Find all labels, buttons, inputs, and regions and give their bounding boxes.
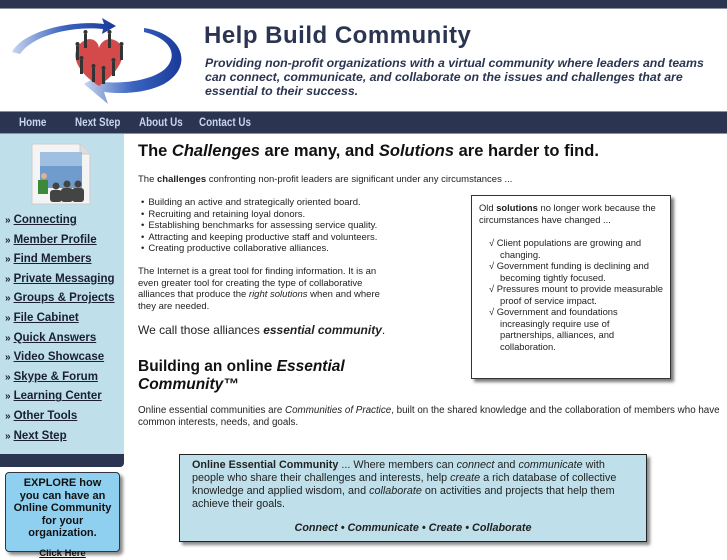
explore-text: EXPLORE how: [6, 477, 119, 490]
section-heading: Building an online Essential Community™: [138, 358, 398, 394]
sidebar-link[interactable]: Member Profile: [14, 234, 97, 246]
list-item: • Attracting and keeping productive staff and volunteers.: [141, 232, 377, 244]
sidebar-item-other-tools[interactable]: [5, 410, 115, 430]
online-essential-community-callout: [179, 454, 647, 542]
bullet-icon: »: [5, 391, 11, 402]
list-item: √ Pressures mount to provide measurable proof of service impact.: [483, 283, 663, 306]
sidebar-item-video-showcase[interactable]: [5, 351, 115, 371]
nav-about-us[interactable]: About Us: [139, 115, 183, 129]
check-icon: √: [489, 306, 494, 317]
bullet-icon: »: [5, 352, 11, 363]
sidebar-footer-bar: [0, 454, 124, 467]
sidebar-link[interactable]: Skype & Forum: [14, 371, 98, 383]
sidebar: [0, 134, 124, 454]
bullet-icon: »: [5, 215, 11, 226]
explore-text: for your organization.: [6, 515, 119, 540]
bullet-icon: »: [5, 372, 11, 383]
sidebar-link[interactable]: Private Messaging: [14, 273, 115, 285]
site-title: Help Build Community: [204, 22, 471, 50]
sidebar-item-learning-center[interactable]: [5, 390, 115, 410]
sidebar-item-skype-forum[interactable]: [5, 371, 115, 391]
list-item: • Establishing benchmarks for assessing service quality.: [141, 220, 377, 232]
solutions-list: [479, 237, 663, 352]
sidebar-link[interactable]: Next Step: [14, 430, 67, 442]
nav-contact-us[interactable]: Contact Us: [199, 115, 251, 129]
explore-text: Online Community: [6, 502, 119, 515]
sidebar-item-connecting[interactable]: [5, 214, 115, 234]
main-nav: [0, 111, 727, 134]
sidebar-item-member-profile[interactable]: [5, 234, 115, 254]
sidebar-links: [5, 214, 115, 449]
presentation-document-icon: [30, 142, 92, 206]
sidebar-link[interactable]: Connecting: [14, 214, 77, 226]
internet-paragraph: The Internet is a great tool for finding information. It is an even greater tool for creating the type of collaborative alliances that produce the right solutions when and where they are needed.: [138, 266, 388, 313]
essential-community-statement: We call those alliances essential community.: [138, 323, 385, 337]
sidebar-item-groups-projects[interactable]: [5, 292, 115, 312]
top-bar: [0, 0, 727, 9]
bullet-icon: »: [5, 313, 11, 324]
list-item: • Recruiting and retaining loyal donors.: [141, 209, 377, 221]
bullet-icon: »: [5, 411, 11, 422]
sidebar-link[interactable]: Learning Center: [14, 390, 102, 402]
header: [0, 10, 727, 110]
list-item: √ Government funding is declining and becoming tightly focused.: [483, 260, 663, 283]
challenges-list: [141, 197, 377, 255]
bullet-icon: »: [5, 274, 11, 285]
bullet-icon: »: [5, 431, 11, 442]
check-icon: √: [489, 260, 494, 271]
nav-home[interactable]: Home: [19, 115, 46, 129]
solutions-intro: Old solutions no longer work because the circumstances have changed ...: [479, 202, 663, 225]
explore-callout[interactable]: [5, 472, 120, 552]
nav-next-step[interactable]: Next Step: [75, 115, 120, 129]
sidebar-link[interactable]: Groups & Projects: [14, 292, 115, 304]
sidebar-item-file-cabinet[interactable]: [5, 312, 115, 332]
motto: Connect • Communicate • Create • Collaborate: [192, 522, 634, 535]
sidebar-item-quick-answers[interactable]: [5, 332, 115, 352]
page-heading: The Challenges are many, and Solutions are harder to find.: [138, 142, 599, 161]
list-item: • Creating productive collaborative alliances.: [141, 243, 377, 255]
bullet-icon: »: [5, 333, 11, 344]
bullet-icon: »: [5, 254, 11, 265]
circular-arrow-heart-people-icon: [4, 12, 194, 108]
sidebar-item-private-messaging[interactable]: [5, 273, 115, 293]
solutions-callout: [471, 195, 671, 379]
bullet-icon: »: [5, 293, 11, 304]
list-item: √ Client populations are growing and changing.: [483, 237, 663, 260]
click-here-link[interactable]: Click Here: [39, 548, 85, 560]
bullet-icon: »: [5, 235, 11, 246]
intro-text: The challenges confronting non-profit leaders are significant under any circumstances ...: [138, 174, 512, 185]
tagline: Providing non-profit organizations with a virtual community where leaders and teams can connect, communicate, and collaborate on the issues and challenges that are essential to their success.: [205, 56, 715, 98]
list-item: • Building an active and strategically oriented board.: [141, 197, 377, 209]
check-icon: √: [489, 283, 494, 294]
sidebar-item-next-step[interactable]: [5, 430, 115, 450]
sidebar-link[interactable]: Video Showcase: [14, 351, 105, 363]
list-item: √ Government and foundations increasingly require use of partnerships, alliances, and collaboration.: [483, 306, 663, 352]
essential-description: Online Essential Community ... Where members can connect and communicate with people who share their challenges and interests, help create a rich database of collective knowledge and applied wisdom, and collaborate on activities and projects that help them achieve their goals.: [192, 459, 634, 511]
online-communities-paragraph: Online essential communities are Communities of Practice, built on the shared knowledge and the collaboration of members who have common interests, needs, and goals.: [138, 405, 727, 429]
sidebar-item-find-members[interactable]: [5, 253, 115, 273]
sidebar-link[interactable]: File Cabinet: [14, 312, 79, 324]
explore-text: you can have an: [6, 490, 119, 503]
sidebar-link[interactable]: Quick Answers: [14, 332, 97, 344]
sidebar-link[interactable]: Find Members: [14, 253, 92, 265]
sidebar-link[interactable]: Other Tools: [14, 410, 78, 422]
check-icon: √: [489, 237, 494, 248]
